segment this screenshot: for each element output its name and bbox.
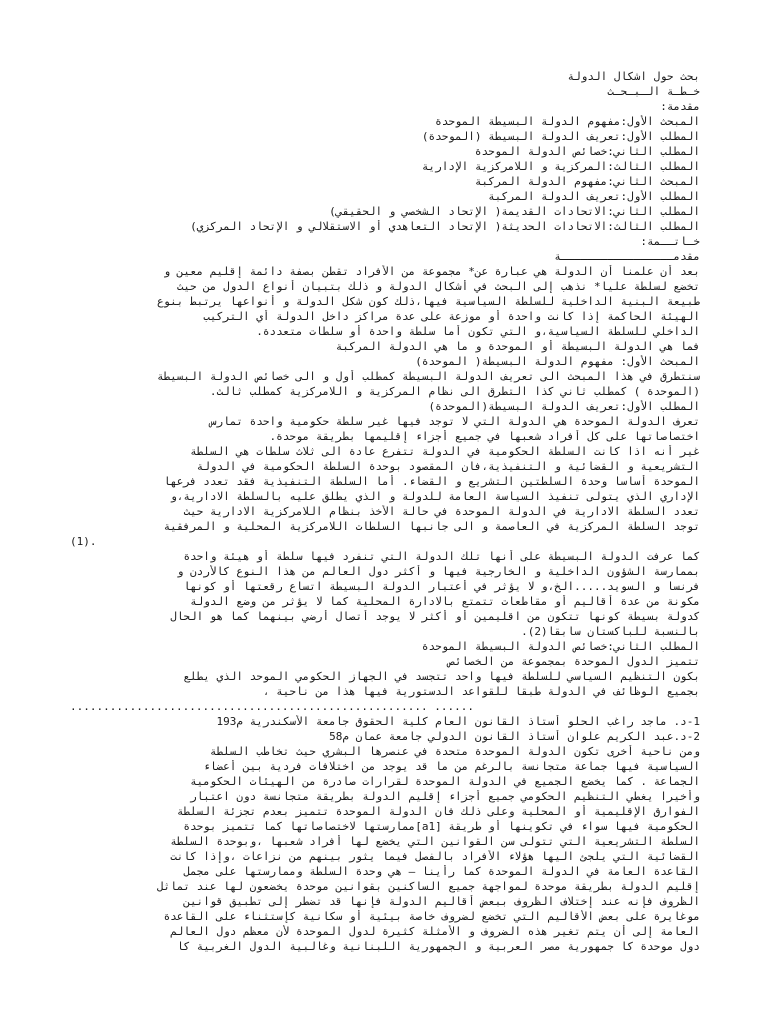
paragraph-line: كما عرفت الدولة البسيطة على أنها تلك الدولة التي تنفرد فيها سلطة أو هيئة واحدة <box>183 550 700 563</box>
paragraph-line: إقليم الدولة بطريقة موحدة لمواجهة جميع الساكنين بقوانين موحدة يخضعون لها عند تماثل <box>156 880 700 893</box>
paragraph-line: تعرف الدولة الموحدة هي الدولة التي لا توجد فيها غير سلطة حكومية واحدة تمارس <box>209 415 700 428</box>
paragraph-line: توجد السلطة المركزية في العاصمة و الى جانبها السلطات اللامركزية المحلية و المرفقية <box>163 520 700 533</box>
paragraph-line: السياسية فيها جماعة متجانسة بالرغم من ما قد يوجد من اختلافات فردية بين أعضاء <box>203 760 700 773</box>
paragraph-line: اختصاصاتها على كل أفراد شعبها في جميع أجزاء إقليمها بطريقة موحدة. <box>269 430 700 443</box>
doc-title: بحث حول اشكال الدولة <box>567 70 700 83</box>
paragraph-line: الحكومية فيها سواء في تكوينها أو طريقة [a1]ممارستها لاختصاصاتها كما تتميز بوحدة <box>183 820 700 833</box>
paragraph-line: تخضع لسلطة عليا* نذهب إلى البحث في أشكال الدولة و ذلك بتبيان أنواع الدول من حيث <box>176 280 700 293</box>
plan-item: المطلب الثالث:الاتحادات الحديثة( الإتحاد التعاهدي أو الاستقلالي و الإتحاد المركزي) <box>190 220 700 233</box>
section-heading: المبحث الأول: مفهوم الدولة البسيطة( الموحدة) <box>415 355 700 368</box>
paragraph-line: بالنسبة للباكستان سابقا(2). <box>521 625 700 638</box>
paragraph-line: بممارسة الشؤون الداخلية و الخارجية فيها و أكثر دول العالم من هذا النوع كالأردن و <box>176 565 700 578</box>
paragraph-line: العامة إلى أن يتم تغير هذه الضروف و الأمثلة كثيرة لدول الموحدة لأن معظم دول العالم <box>170 925 700 938</box>
paragraph-line: الإداري الذي يتولى تنفيذ السياسة العامة للدولة و الذي يطلق عليه بالسلطة الادارية،و <box>170 490 700 503</box>
plan-item: المطلب الثاني:الاتحادات القديمة( الإتحاد الشخصي و الحقيقي) <box>329 205 700 218</box>
footnote: 1-د. ماجد راغب الحلو أستاذ القانون العام كلية الحقوق جامعة الأسكندرية م193 <box>216 715 700 728</box>
plan-item: مقدمة: <box>660 100 700 113</box>
paragraph-line: موغايرة على بعض الأقاليم التي تخضع لضروف خاصة بيئية أو سكانية كإستثناء على القاعدة <box>163 910 700 923</box>
footnote: 2-د.عبد الكريم علوان أستاذ القانون الدولي جامعة عمان م58 <box>329 730 700 743</box>
plan-item: المبحث الثاني:مفهوم الدولة المركبة <box>474 175 700 188</box>
footnote-separator: ...................................................... ...... <box>70 700 474 713</box>
section-heading: المطلب الثاني:خصائص الدولة البسيطة الموحدة <box>421 640 700 653</box>
paragraph-line: الداخلي للسلطة السياسية،و التي تكون أما سلطة واحدة أو سلطات متعددة. <box>256 325 700 338</box>
paragraph-line: التشريعية و القضائية و التنفيذية،فان المقصود بوحدة السلطة الحكومية في الدولة <box>196 460 700 473</box>
paragraph-line: فما هي الدولة البسيطة أو الموحدة و ما هي الدولة المركبة <box>335 340 700 353</box>
paragraph-line: فرنسا و السويد.....الخ،و لا يؤثر في أعتبار الدولة البسيطة اتساع رقعتها أو كونها <box>183 580 700 593</box>
plan-item: المطلب الثاني:خصائص الدولة الموحدة <box>474 145 700 158</box>
paragraph-line: تتميز الدول الموحدة بمجموعة من الخصائص <box>448 655 700 668</box>
paragraph-line: بجميع الوظائف في الدولة طبقا للقواعد الدستورية فيها هذا من ناحية ، <box>262 685 700 698</box>
paragraph-line: بعد أن علمنا أن الدولة هي عبارة عن* مجموعة من الأفراد تقطن بصفة دائمة إقليم معين و <box>163 265 700 278</box>
paragraph-line: طبيعة البنية الداخلية للسلطة السياسية فيها،ذلك كون شكل الدولة و أنواعها يرتبط بنوع <box>156 295 700 308</box>
paragraph-line: مكونة من عدة أقاليم أو مقاطعات تتمتع بالادارة المحلية كما لا يؤثر من وضع الدولة <box>190 595 700 608</box>
paragraph-line: سنتطرق في هذا المبحث الى تعريف الدولة البسيطة كمطلب أول و الى خصائص الدولة البسيطة <box>156 370 700 383</box>
paragraph-line: الظروف فإنه عند إختلاف الظروف ببعض أقاليم الدولة فإنها قد تضطر إلى تطبيق قوانين <box>183 895 700 908</box>
paragraph-line: الهيئة الحاكمة إذا كانت واحدة أو موزعة على عدة مراكز داخل الدولة أي التركيب <box>203 310 700 323</box>
paragraph-line: الجماعة . كما يخضع الجميع في الدولة الموحدة لقرارات صادرة من الهيئات الحكومية <box>190 775 700 788</box>
paragraph-line: السلطة التشريعية التي تتولى سن القوانين التي يخضع لها أفراد شعبها ،وبوحدة السلطة <box>170 835 700 848</box>
paragraph-line: الفوارق الإقليمية أو المحلية وعلى ذلك فان الدولة الموحدة تتميز بعدم تجزئة السلطة <box>176 805 700 818</box>
paragraph-line: تعدد السلطة الادارية في الدولة الموحدة في حالة الأخذ بنظام اللامركزية الادارية حيث <box>183 505 700 518</box>
section-heading: مقدمـــــــــــــــــة <box>554 250 700 263</box>
paragraph-line: دول موحدة كا جمهورية مصر العربية و الجمهورية اللبنانية وغالبية الدول الغربية كا <box>176 940 700 953</box>
plan-item: المبحث الأول:مفهوم الدولة البسيطة الموحدة <box>435 115 700 128</box>
paragraph-line: كدولة بسيطة كونها تتكون من اقليمين أو أكثر لا يوجد أتصال أرضي بينهما كما هو الحال <box>170 610 700 623</box>
paragraph-line: (الموحدة ) كمطلب ثاني كذا التطرق الى نظام المركزية و اللامركزية كمطلب ثالث. <box>209 385 700 398</box>
plan-item: المطلب الثالث:المركزية و اللامركزية الإدارية <box>421 160 700 173</box>
paragraph-line: بكون التنظيم السياسي للسلطة فيها واحد تتجسد في الجهاز الحكومي الموحد الذي يطلع <box>183 670 700 683</box>
section-heading: المطلب الأول:تعريف الدولة البسيطة(الموحدة) <box>428 400 700 413</box>
plan-heading: خـطـة الـبـحـث <box>607 85 700 98</box>
plan-item: خـاتــمة: <box>640 235 700 248</box>
paragraph-line: ومن ناحية أخرى تكون الدولة الموحدة متحدة في عنصرها البشري حيث تخاطب السلطة <box>209 745 700 758</box>
plan-item: المطلب الأول:تعريف الدولة المركبة <box>488 190 700 203</box>
paragraph-line: (1). <box>70 535 97 548</box>
paragraph-line: غير أنه اذا كانت السلطة الحكومية في الدولة تتفرع عادة الى ثلاث سلطات هي السلطة <box>190 445 700 458</box>
paragraph-line: القاعدة العامة في الدولة الموحدة كما رأينا – هي وحدة السلطة وممارستها على مجمل <box>183 865 700 878</box>
plan-item: المطلب الأول:تعريف الدولة البسيطة (الموحدة) <box>421 130 700 143</box>
paragraph-line: الموحدة أساسا وحدة السلطتين التشريع و القضاء. أما السلطة التنفيذية فقد تعدد فرعها <box>163 475 700 488</box>
paragraph-line: وأخيرا يغطي التنظيم الحكومي جميع أجزاء إقليم الدولة بطريقة متجانسة دون اعتبار <box>190 790 700 803</box>
paragraph-line: القضائية التي يلجئ اليها هؤلاء الأفراد بالفصل فيما يثور بينهم من نزاعات ،وإذا كانت <box>170 850 700 863</box>
